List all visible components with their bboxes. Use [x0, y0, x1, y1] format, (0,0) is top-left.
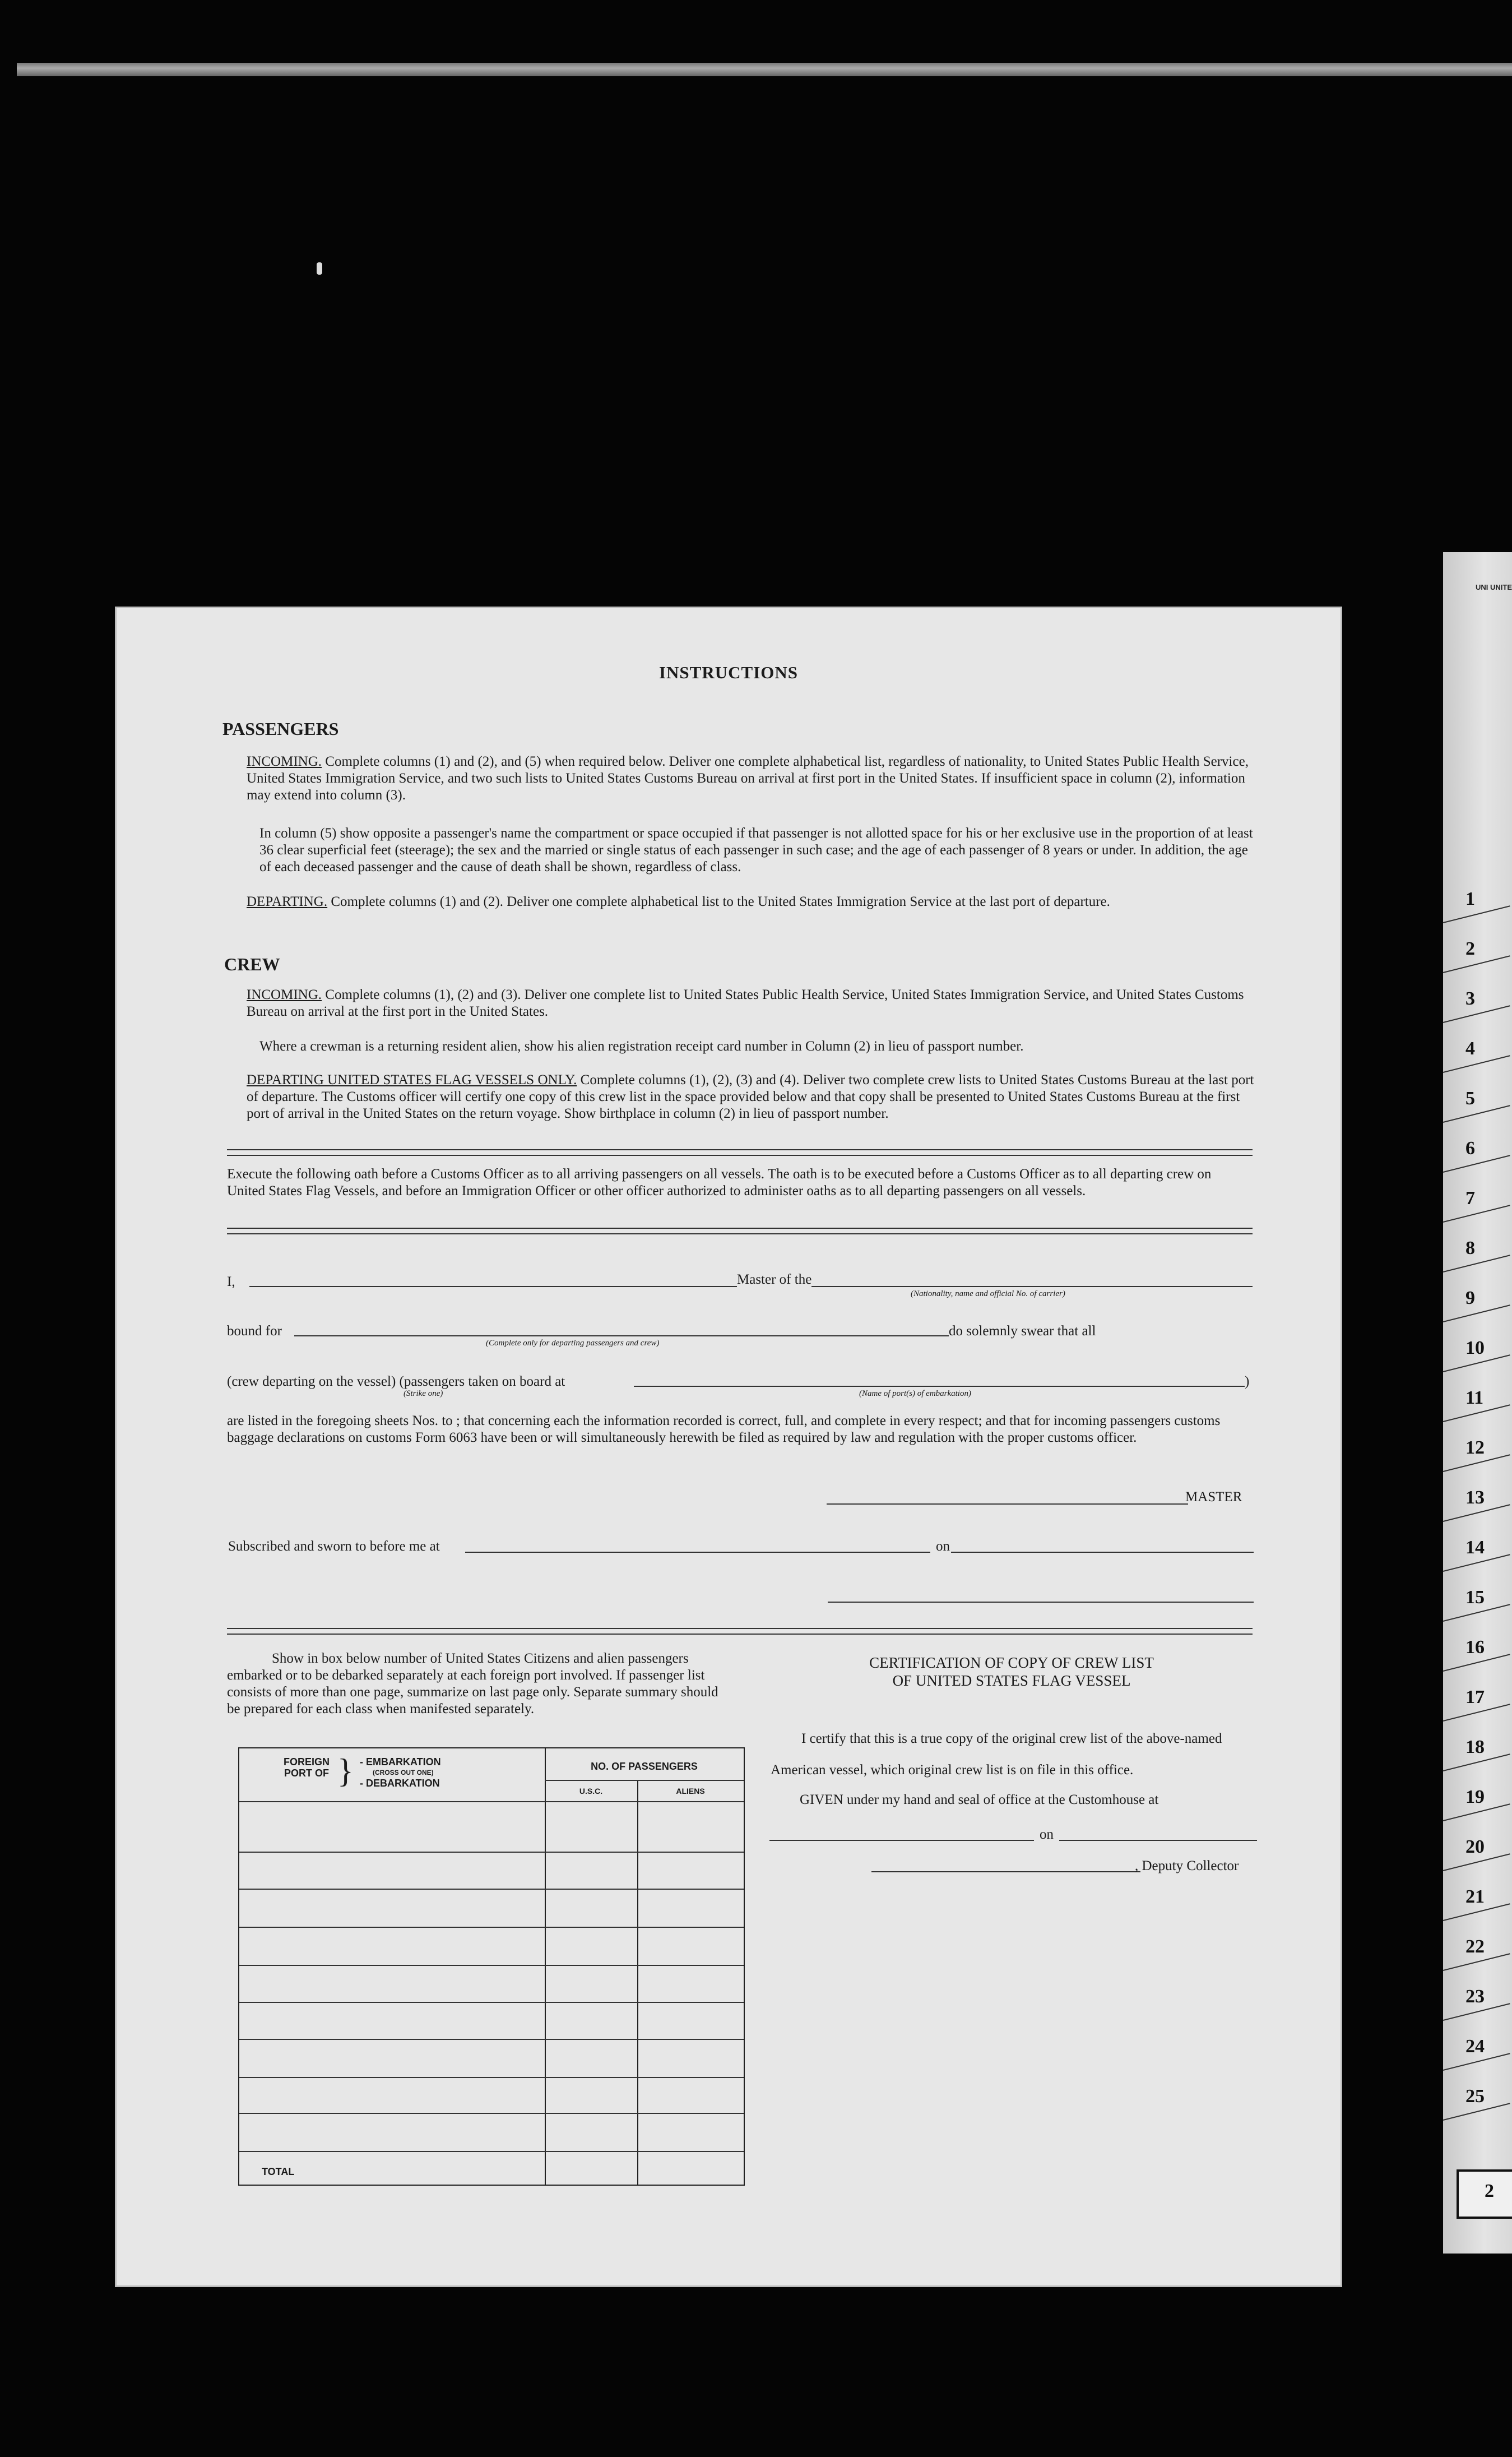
bound-for-label: bound for [227, 1324, 282, 1339]
passengers-incoming [247, 753, 1255, 804]
adjacent-stroke [1443, 1304, 1510, 1322]
adjacent-line-number: 18 [1465, 1737, 1485, 1757]
certification-title [759, 1654, 1264, 1690]
adjacent-line-number: 3 [1465, 988, 1475, 1009]
adjacent-line-number: 21 [1465, 1886, 1485, 1907]
adjacent-line-number: 13 [1465, 1487, 1485, 1508]
table-row[interactable] [239, 2151, 744, 2152]
film-speck [317, 262, 322, 275]
adjacent-stroke [1443, 905, 1510, 923]
bound-for-field[interactable] [294, 1335, 1062, 1336]
embarkation-port-field[interactable] [634, 1386, 1245, 1387]
adjacent-page-header: UNI UNITE [1476, 583, 1512, 591]
certification-title-line2: OF UNITED STATES FLAG VESSEL [892, 1672, 1131, 1689]
adjacent-page-strip [1443, 552, 1512, 2254]
adjacent-stroke [1443, 1155, 1510, 1173]
adjacent-line-number: 24 [1465, 2036, 1485, 2057]
passengers-column5-text: In column (5) show opposite a passenger's name the compartment or space occupied if that passenger is not allotted space for his or her exclusive use in the proportion of at least 36 clear superficial feet (steerage); the sex and the married or single status of each passenger in such case; and the age of each passenger of 8 years or under. In addition, the age of each deceased passenger and the cause of death shall be shown, regardless of class. [259, 826, 1253, 874]
cross-out-one-note: (CROSS OUT ONE) [373, 1769, 434, 1776]
crew-departing-choice: (crew departing on the vessel) (passengers taken on board at [227, 1374, 565, 1389]
given-text: GIVEN under my hand and seal of office at the Customhouse at [800, 1792, 1159, 1807]
passengers-departing-text: Complete columns (1) and (2). Deliver one complete alphabetical list to the United States Immigration Service at the last port of departure. [331, 894, 1110, 909]
embarkation-label: - EMBARKATION [360, 1756, 441, 1767]
crew-heading: CREW [224, 954, 280, 974]
total-label: TOTAL [262, 2166, 295, 2177]
table-row[interactable] [239, 2039, 744, 2040]
adjacent-line-number: 16 [1465, 1637, 1485, 1658]
cert-on-label: on [1034, 1826, 1059, 1843]
adjacent-stroke [1443, 1105, 1510, 1123]
table-row[interactable] [239, 2077, 744, 2078]
adjacent-stroke [1443, 1005, 1510, 1023]
passengers-departing-label: DEPARTING. [247, 894, 328, 909]
strike-one-note: (Strike one) [403, 1389, 443, 1398]
crew-incoming-text: Complete columns (1), (2) and (3). Deliver one complete list to United States Public Health Service, United States Immigration Service, and United States Customs Bureau on arrival at the first port in the United States. [247, 987, 1244, 1019]
adjacent-stroke [1443, 1205, 1510, 1223]
table-row[interactable] [239, 1852, 744, 1853]
master-of-the-label: Master of the [737, 1272, 812, 1287]
on-label: on [930, 1538, 956, 1555]
film-edge-strip [17, 63, 1512, 76]
do-solemnly-text: do solemnly swear that all [949, 1324, 1096, 1339]
close-paren: ) [1245, 1374, 1250, 1389]
passengers-incoming-text: Complete columns (1) and (2), and (5) when required below. Deliver one complete alphabetical list, regardless of nationality, to United States Public Health Service, United States Immigration Service, and two such lists to United States Customs Bureau on arrival at first port in the United States. If insufficient space in column (2), information may extend into column (3). [247, 754, 1249, 803]
adjacent-line-number: 25 [1465, 2086, 1485, 2107]
listed-text: are listed in the foregoing sheets Nos. to ; that concerning each the information recorded is correct, full, and complete in every respect; and that for incoming passengers customs baggage declarations on customs Form 6063 have been or will simultaneously herewith be filed as required by law and regulation with the proper customs officer. [227, 1413, 1221, 1445]
crew-departing-text: Complete columns (1), (2), (3) and (4). Deliver two complete crew lists to United States Customs Bureau at the last port of departure. The Customs officer will certify one copy of this crew list in the space provided below and that copy shall be presented to United States Customs Bureau at the first port of arrival in the United States on the return voyage. Show birthplace in column (2) in lieu of passport number. [247, 1072, 1254, 1121]
complete-only-note: (Complete only for departing passengers and crew) [486, 1339, 660, 1348]
brace-icon: } [337, 1752, 354, 1789]
adjacent-stroke [1443, 955, 1510, 973]
nationality-note: (Nationality, name and official No. of carrier) [911, 1289, 1065, 1298]
adjacent-box-number: 2 [1485, 2181, 1494, 2201]
oath-i: I, [227, 1274, 235, 1289]
document-page [115, 607, 1342, 2287]
foreign-port-header: FOREIGN PORT OF [283, 1756, 330, 1779]
adjacent-stroke [1443, 1255, 1510, 1273]
adjacent-line-number: 10 [1465, 1338, 1485, 1358]
adjacent-line-number: 23 [1465, 1986, 1485, 2007]
usc-header: U.S.C. [579, 1787, 603, 1796]
table-row[interactable] [239, 1889, 744, 1890]
oath-instruction: Execute the following oath before a Customs Officer as to all arriving passengers on all vessels. The oath is to be executed before a Customs Officer as to all departing crew on United States Flag Vessels, and before an Immigration Officer or other officer authorized to administer oaths as to all departing passengers on all vessels. [227, 1167, 1212, 1199]
adjacent-line-number: 6 [1465, 1138, 1475, 1159]
adjacent-line-number: 17 [1465, 1687, 1485, 1708]
adjacent-line-number: 2 [1465, 938, 1475, 959]
double-rule [227, 1228, 1253, 1234]
table-divider [637, 1780, 638, 2185]
adjacent-page-box [1457, 2169, 1512, 2219]
adjacent-line-number: 5 [1465, 1088, 1475, 1109]
debarkation-label: - DEBARKATION [360, 1778, 440, 1789]
crew-incoming [247, 987, 1255, 1020]
certification-text: I certify that this is a true copy of the original crew list of the above-named American vessel, which original crew list is on file in this office. [771, 1731, 1222, 1778]
table-row[interactable] [239, 2113, 744, 2114]
adjacent-line-number: 11 [1465, 1387, 1484, 1408]
passengers-heading: PASSENGERS [222, 719, 339, 739]
adjacent-line-number: 12 [1465, 1437, 1485, 1458]
aliens-header: ALIENS [676, 1787, 705, 1796]
table-row[interactable] [239, 2002, 744, 2003]
adjacent-line-number: 22 [1465, 1936, 1485, 1957]
crew-departing [247, 1072, 1255, 1122]
adjacent-line-number: 19 [1465, 1787, 1485, 1807]
table-divider [545, 1748, 546, 2185]
table-row[interactable] [239, 1927, 744, 1928]
deputy-signature-field[interactable] [871, 1871, 1140, 1872]
certification-title-line1: CERTIFICATION OF COPY OF CREW LIST [869, 1654, 1154, 1671]
adjacent-line-number: 4 [1465, 1038, 1475, 1059]
passengers-incoming-label: INCOMING. [247, 754, 322, 769]
sworn-date-field[interactable] [951, 1552, 1254, 1553]
carrier-field[interactable] [827, 1286, 1253, 1287]
double-rule [227, 1628, 1253, 1635]
deputy-collector-label: , Deputy Collector [1135, 1858, 1239, 1873]
adjacent-line-number: 1 [1465, 889, 1475, 909]
crew-returning-text: Where a crewman is a returning resident alien, show his alien registration receipt card number in Column (2) in lieu of passport number. [259, 1039, 1024, 1054]
master-label: MASTER [1185, 1489, 1242, 1505]
customhouse-field[interactable] [769, 1840, 1257, 1841]
adjacent-line-number: 15 [1465, 1587, 1485, 1608]
adjacent-line-number: 7 [1465, 1188, 1475, 1209]
subscribed-label: Subscribed and sworn to before me at [228, 1539, 440, 1554]
adjacent-line-number: 9 [1465, 1288, 1475, 1308]
passenger-summary-table [238, 1747, 745, 2186]
master-signature-field[interactable] [827, 1503, 1188, 1505]
passengers-departing [247, 894, 1255, 910]
adjacent-line-number: 20 [1465, 1836, 1485, 1857]
adjacent-line-number: 8 [1465, 1238, 1475, 1258]
adjacent-line-number: 14 [1465, 1537, 1485, 1558]
double-rule [227, 1149, 1253, 1156]
adjacent-stroke [1443, 1055, 1510, 1073]
summary-instructions: Show in box below number of United States Citizens and alien passengers embarked or to be debarked separately at each foreign port involved. If passenger list consists of more than one page, summarize on last page only. Separate summary should be prepared for each class when manifested separately. [227, 1651, 718, 1716]
no-of-passengers-header: NO. OF PASSENGERS [591, 1761, 698, 1772]
page-title: INSTRUCTIONS [658, 663, 798, 682]
table-row[interactable] [239, 1965, 744, 1966]
table-row[interactable] [239, 1801, 744, 1802]
table-divider [545, 1780, 744, 1781]
port-note: (Name of port(s) of embarkation) [859, 1389, 971, 1398]
crew-departing-label: DEPARTING UNITED STATES FLAG VESSELS ONLY. [247, 1072, 577, 1088]
officer-signature-field[interactable] [828, 1602, 1254, 1603]
crew-incoming-label: INCOMING. [247, 987, 322, 1002]
